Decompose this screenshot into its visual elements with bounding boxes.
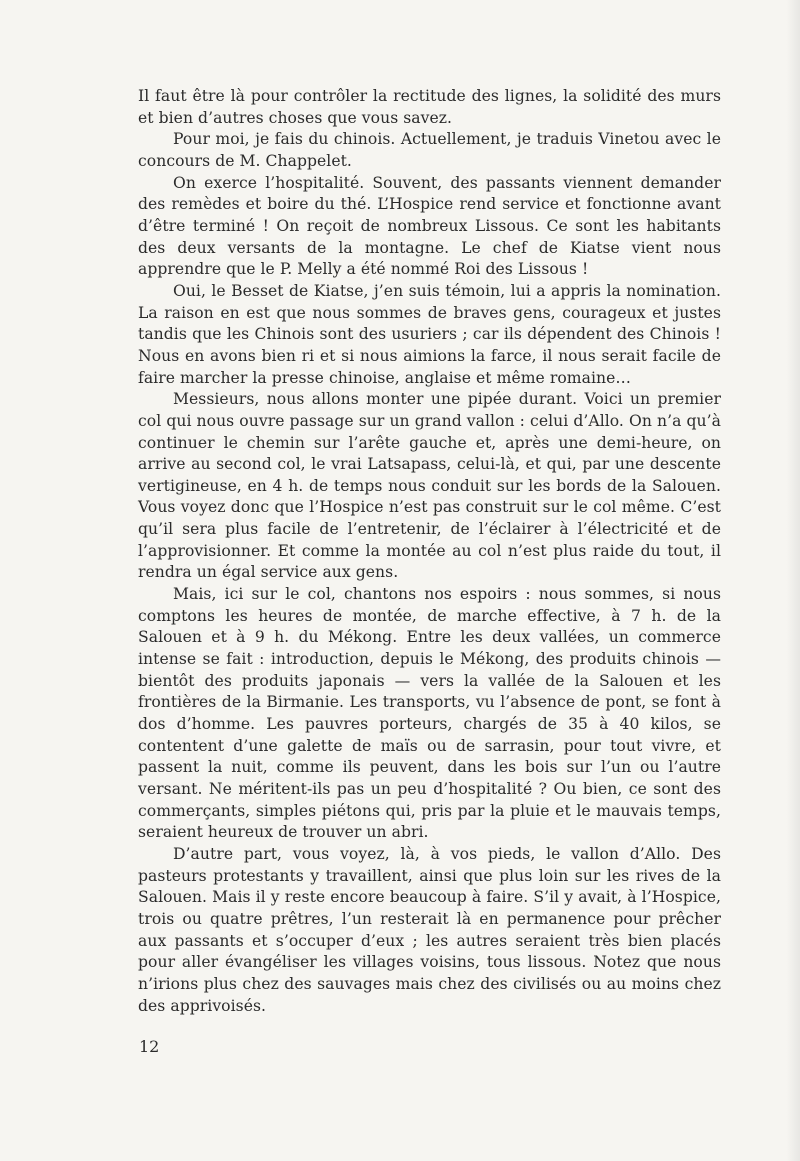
paragraph: Oui, le Besset de Kiatse, j’en suis témoin, lui a appris la nomination. La raison en est que nous sommes de braves gens, courageux et justes tandis que les Chinois sont des usuriers ; car ils dépendent des Chinois ! Nous en avons bien ri et si nous aimions la farce, il nous serait facile de faire marcher la presse chinoise, anglaise et même romaine…: [138, 281, 721, 387]
paragraph: Il faut être là pour contrôler la rectitude des lignes, la solidité des murs et bien d’autres choses que vous savez.: [138, 87, 721, 127]
paragraph: On exerce l’hospitalité. Souvent, des passants viennent demander des remèdes et boire du thé. L’Hospice rend service et fonctionne avant d’être terminé ! On reçoit de nombreux Lissous. Ce sont les habitants des deux versants de la montagne. Le chef de Kiatse vient nous apprendre que le P. Melly a été nommé Roi des Lissous !: [138, 173, 721, 279]
paragraph: Messieurs, nous allons monter une pipée durant. Voici un premier col qui nous ouvre passage sur un grand vallon : celui d’Allo. On n’a qu’à continuer le chemin sur l’arête gauche et, après une demi-heure, on arrive au second col, le vrai Latsapass, celui-là, et qui, par une descente vertigineuse, en 4 h. de temps nous conduit sur les bords de la Salouen. Vous voyez donc que l’Hospice n’est pas construit sur le col même. C’est qu’il sera plus facile de l’entretenir, de l’éclairer à l’électricité et de l’approvisionner. Et comme la montée au col n’est plus raide du tout, il rendra un égal service aux gens.: [138, 390, 721, 582]
paragraph: D’autre part, vous voyez, là, à vos pieds, le vallon d’Allo. Des pasteurs protestants y travaillent, ainsi que plus loin sur les rives de la Salouen. Mais il y reste encore beaucoup à faire. S’il y avait, à l’Hospice, trois ou quatre prêtres, l’un resterait là en permanence pour prêcher aux passants et s’occuper d’eux ; les autres seraient très bien placés pour aller évangéliser les villages voisins, tous lissous. Notez que nous n’irions plus chez des sauvages mais chez des civilisés ou au moins chez des apprivoisés.: [138, 844, 721, 1015]
paragraph: Mais, ici sur le col, chantons nos espoirs : nous sommes, si nous comptons les heures de montée, de marche effective, à 7 h. de la Salouen et à 9 h. du Mékong. Entre les deux vallées, un commerce intense se fait : introduction, depuis le Mékong, des produits chinois — bientôt des produits japonais — vers la vallée de la Salouen et les frontières de la Birmanie. Les transports, vu l’absence de pont, se font à dos d’homme. Les pauvres porteurs, chargés de 35 à 40 kilos, se contentent d’une galette de maïs ou de sarrasin, pour tout vivre, et passent la nuit, comme ils peuvent, dans les bois sur l’un ou l’autre versant. Ne méritent-ils pas un peu d’hospitalité ? Ou bien, ce sont des commerçants, simples piétons qui, pris par la pluie et le mauvais temps, seraient heureux de trouver un abri.: [138, 585, 721, 842]
body-text: [138, 86, 721, 1017]
page-number: 12: [139, 1037, 160, 1056]
page-edge-shadow: [786, 0, 800, 1161]
paragraph: Pour moi, je fais du chinois. Actuellement, je traduis Vinetou avec le concours de M. Chappelet.: [138, 130, 721, 170]
